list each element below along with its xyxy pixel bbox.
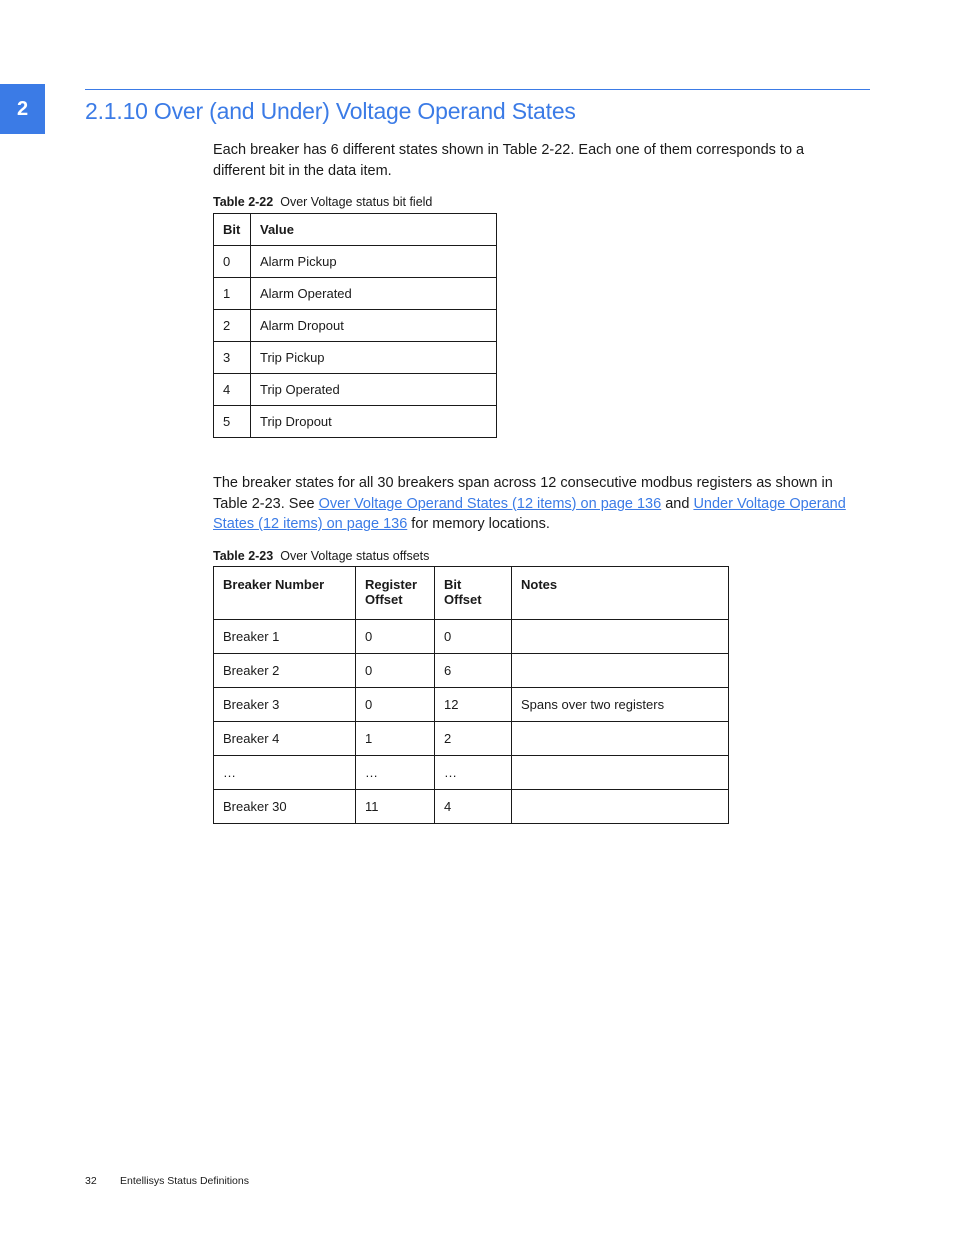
bit-offset-cell: 0: [435, 620, 512, 654]
header-value: Value: [251, 214, 497, 246]
page-number: 32: [85, 1175, 97, 1187]
table-row: [214, 374, 497, 406]
bit-cell: 4: [214, 374, 251, 406]
header-bit-offset: Bit Offset: [435, 567, 512, 620]
register-offset-cell: 0: [356, 688, 435, 722]
bit-field-table: [213, 213, 497, 438]
bit-cell: 3: [214, 342, 251, 374]
notes-cell: [512, 790, 729, 824]
value-cell: Alarm Pickup: [251, 246, 497, 278]
bit-cell: 2: [214, 310, 251, 342]
paragraph-text: The breaker states for all 30 breakers span across 12 consecutive modbus registers as shown in Table 2-23. See: [213, 475, 833, 512]
register-offset-cell: 0: [356, 620, 435, 654]
table-row: [214, 620, 729, 654]
bit-offset-cell: 12: [435, 688, 512, 722]
value-cell: Trip Dropout: [251, 406, 497, 438]
intro-paragraph: Each breaker has 6 different states shown in Table 2-22. Each one of them corresponds to a different bit in the data item.: [213, 142, 805, 179]
table-row: [214, 654, 729, 688]
caption-label: Table 2-23: [213, 549, 274, 563]
breaker-cell: …: [214, 756, 356, 790]
header-bit: Bit: [214, 214, 251, 246]
chapter-tab: 2: [0, 84, 45, 134]
table-2-22-caption: [213, 195, 432, 209]
breaker-cell: Breaker 30: [214, 790, 356, 824]
value-cell: Trip Operated: [251, 374, 497, 406]
paragraph-text: and: [661, 495, 694, 512]
notes-cell: [512, 620, 729, 654]
caption-text: Over Voltage status offsets: [280, 549, 430, 563]
value-cell: Alarm Operated: [251, 278, 497, 310]
paragraph-text: for memory locations.: [407, 516, 550, 532]
breaker-cell: Breaker 3: [214, 688, 356, 722]
status-offsets-table: [213, 566, 729, 824]
breaker-cell: Breaker 4: [214, 722, 356, 756]
bit-offset-cell: 6: [435, 654, 512, 688]
table-row: [214, 310, 497, 342]
bit-offset-cell: 4: [435, 790, 512, 824]
bit-offset-cell: …: [435, 756, 512, 790]
footer-doc-title: Entellisys Status Definitions: [120, 1175, 249, 1187]
value-cell: Alarm Dropout: [251, 310, 497, 342]
table-row: [214, 790, 729, 824]
register-offset-cell: …: [356, 756, 435, 790]
caption-label: Table 2-22: [213, 195, 274, 209]
section-title: 2.1.10 Over (and Under) Voltage Operand States: [85, 98, 576, 124]
table-row: [214, 722, 729, 756]
notes-cell: [512, 756, 729, 790]
table-header-row: [214, 567, 729, 620]
header-breaker-number: Breaker Number: [214, 567, 356, 620]
register-offset-cell: 11: [356, 790, 435, 824]
header-rule: [85, 89, 870, 90]
table-row: [214, 342, 497, 374]
table-header-row: [214, 214, 497, 246]
table-row: [214, 756, 729, 790]
table-row: [214, 688, 729, 722]
table-row: [214, 278, 497, 310]
breaker-states-paragraph: [213, 473, 853, 535]
bit-offset-cell: 2: [435, 722, 512, 756]
bit-cell: 5: [214, 406, 251, 438]
notes-cell: Spans over two registers: [512, 688, 729, 722]
notes-cell: [512, 722, 729, 756]
under-voltage-link[interactable]: Under Voltage Operand States (12 items) on page 136: [213, 495, 846, 532]
register-offset-cell: 0: [356, 654, 435, 688]
bit-cell: 0: [214, 246, 251, 278]
register-offset-cell: 1: [356, 722, 435, 756]
header-register-offset: Register Offset: [356, 567, 435, 620]
table-row: [214, 246, 497, 278]
notes-cell: [512, 654, 729, 688]
breaker-cell: Breaker 2: [214, 654, 356, 688]
bit-cell: 1: [214, 278, 251, 310]
breaker-cell: Breaker 1: [214, 620, 356, 654]
over-voltage-link[interactable]: Over Voltage Operand States (12 items) on page 136: [318, 495, 662, 512]
header-notes: Notes: [512, 567, 729, 620]
caption-text: Over Voltage status bit field: [280, 195, 433, 209]
value-cell: Trip Pickup: [251, 342, 497, 374]
table-row: [214, 406, 497, 438]
table-2-23-caption: [213, 549, 429, 563]
